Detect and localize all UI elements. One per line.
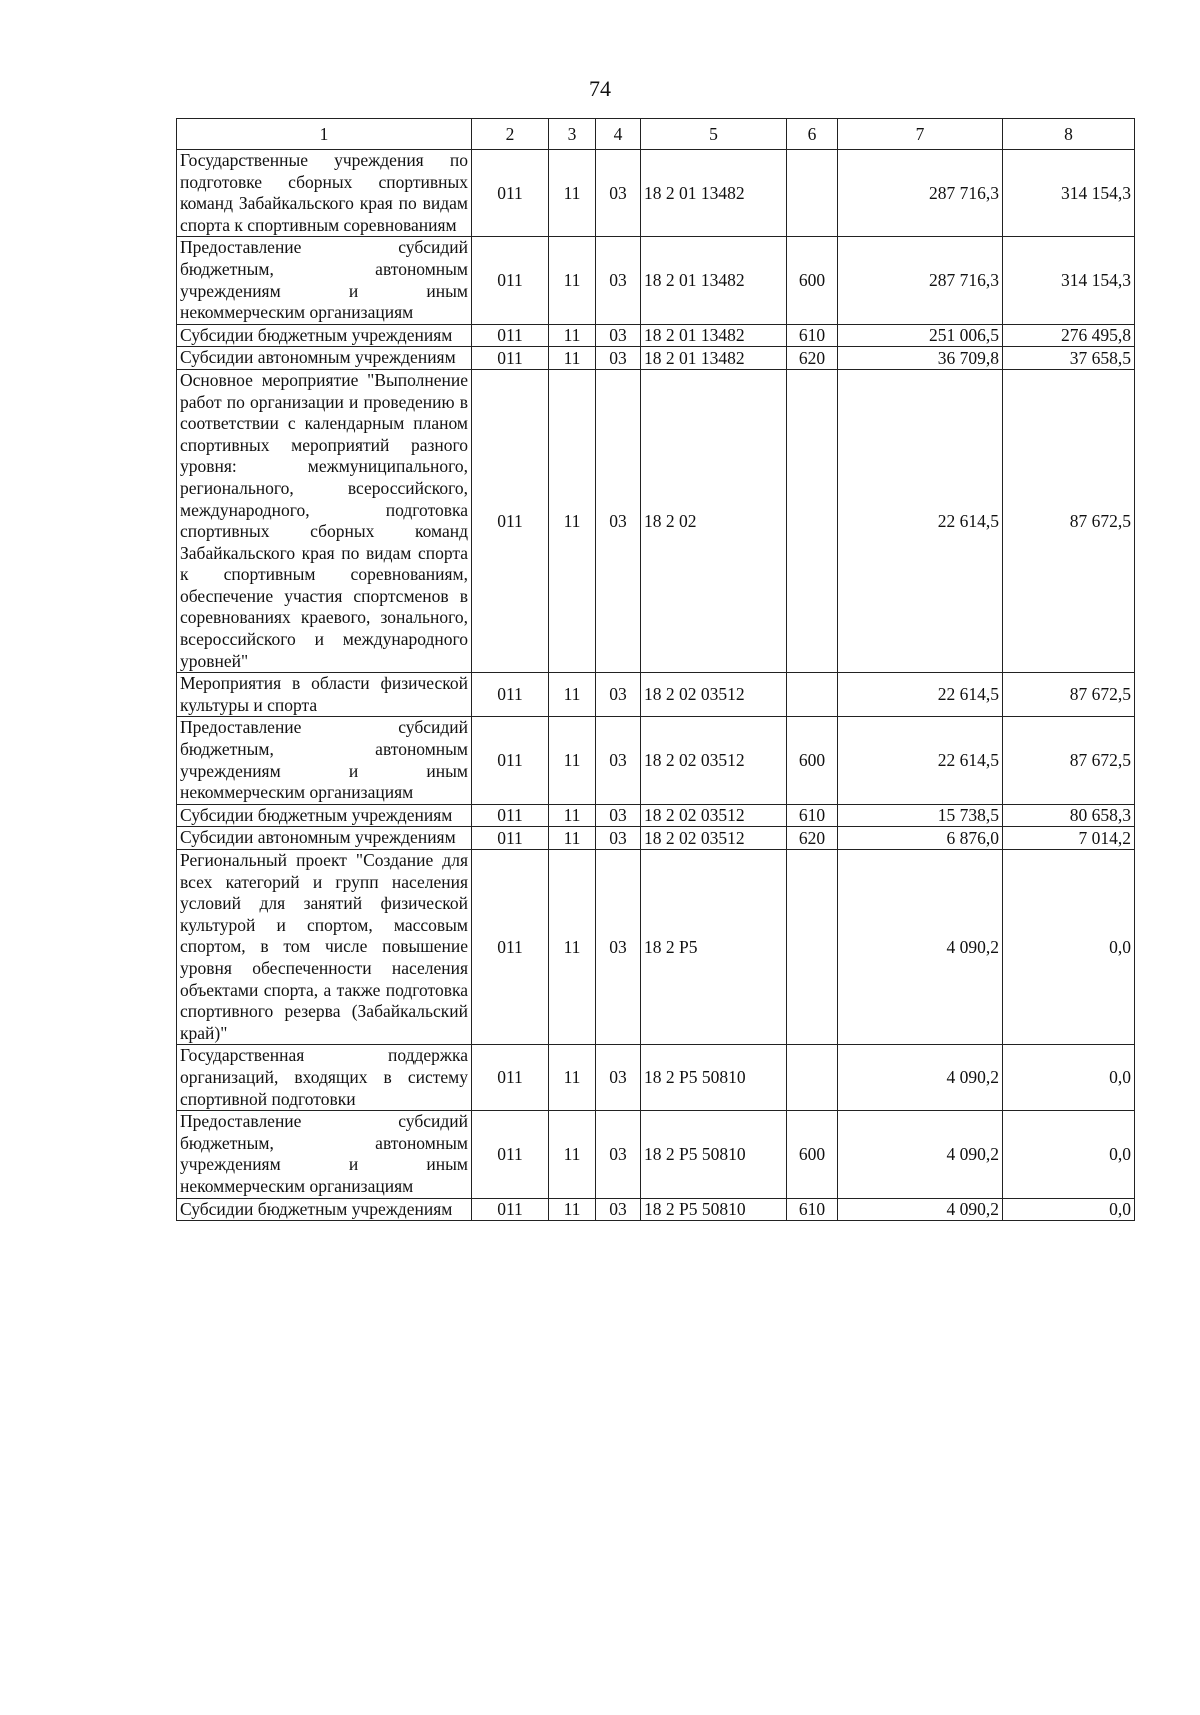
value-8-cell: 276 495,8	[1003, 324, 1135, 347]
value-7-cell: 251 006,5	[838, 324, 1003, 347]
code-4-cell: 03	[596, 673, 641, 717]
code-2-cell: 011	[472, 1045, 549, 1111]
table-row	[177, 1111, 1135, 1198]
code-2-cell: 011	[472, 347, 549, 370]
value-7-cell: 4 090,2	[838, 1111, 1003, 1198]
description-cell: Субсидии бюджетным учреждениям	[177, 1198, 472, 1221]
code-2-cell: 011	[472, 324, 549, 347]
code-6-cell	[787, 673, 838, 717]
code-5-cell: 18 2 01 13482	[641, 347, 787, 370]
column-header: 8	[1003, 119, 1135, 150]
value-7-cell: 6 876,0	[838, 827, 1003, 850]
value-8-cell: 0,0	[1003, 1045, 1135, 1111]
code-3-cell: 11	[549, 347, 596, 370]
value-7-cell: 36 709,8	[838, 347, 1003, 370]
value-7-cell: 287 716,3	[838, 237, 1003, 324]
column-header: 7	[838, 119, 1003, 150]
description-cell: Государственная поддержка организаций, входящих в систему спортивной подготовки	[177, 1045, 472, 1111]
code-6-cell: 620	[787, 347, 838, 370]
description-cell: Субсидии автономным учреждениям	[177, 347, 472, 370]
value-8-cell: 7 014,2	[1003, 827, 1135, 850]
code-4-cell: 03	[596, 850, 641, 1045]
code-4-cell: 03	[596, 150, 641, 237]
code-5-cell: 18 2 01 13482	[641, 324, 787, 347]
description-cell: Региональный проект "Создание для всех категорий и групп населения условий для занятий физической культурой и спортом, массовым спортом, в том числе повышение уровня обеспеченности населения объектами спорта, а также подготовка спортивного резерва (Забайкальский край)"	[177, 850, 472, 1045]
code-4-cell: 03	[596, 237, 641, 324]
code-6-cell: 610	[787, 1198, 838, 1221]
code-2-cell: 011	[472, 1111, 549, 1198]
value-8-cell: 87 672,5	[1003, 717, 1135, 804]
table-body	[177, 150, 1135, 1221]
code-4-cell: 03	[596, 369, 641, 672]
code-5-cell: 18 2 02 03512	[641, 804, 787, 827]
code-2-cell: 011	[472, 717, 549, 804]
code-4-cell: 03	[596, 1045, 641, 1111]
value-8-cell: 80 658,3	[1003, 804, 1135, 827]
column-header: 5	[641, 119, 787, 150]
code-2-cell: 011	[472, 850, 549, 1045]
code-4-cell: 03	[596, 1198, 641, 1221]
code-5-cell: 18 2 01 13482	[641, 150, 787, 237]
code-6-cell	[787, 1045, 838, 1111]
value-7-cell: 22 614,5	[838, 369, 1003, 672]
description-cell: Предоставление субсидий бюджетным, автономным учреждениям и иным некоммерческим организациям	[177, 1111, 472, 1198]
column-header: 3	[549, 119, 596, 150]
code-3-cell: 11	[549, 1111, 596, 1198]
column-header: 2	[472, 119, 549, 150]
code-3-cell: 11	[549, 237, 596, 324]
value-8-cell: 314 154,3	[1003, 150, 1135, 237]
code-3-cell: 11	[549, 804, 596, 827]
code-3-cell: 11	[549, 717, 596, 804]
value-8-cell: 87 672,5	[1003, 369, 1135, 672]
code-5-cell: 18 2 P5 50810	[641, 1198, 787, 1221]
table-row	[177, 150, 1135, 237]
code-6-cell: 600	[787, 1111, 838, 1198]
value-7-cell: 4 090,2	[838, 1045, 1003, 1111]
code-2-cell: 011	[472, 369, 549, 672]
description-cell: Основное мероприятие "Выполнение работ по организации и проведению в соответствии с календарным планом спортивных мероприятий разного уровня: межмуниципального, регионального, всероссийского, международного, подготовка спортивных сборных команд Забайкальского края по видам спорта к спортивным соревнованиям, обеспечение участия спортсменов в соревнованиях краевого, зонального, всероссийского и международного уровней"	[177, 369, 472, 672]
code-4-cell: 03	[596, 1111, 641, 1198]
code-6-cell	[787, 369, 838, 672]
code-6-cell: 620	[787, 827, 838, 850]
code-2-cell: 011	[472, 673, 549, 717]
value-8-cell: 0,0	[1003, 1111, 1135, 1198]
code-2-cell: 011	[472, 150, 549, 237]
code-6-cell: 600	[787, 237, 838, 324]
table-row	[177, 717, 1135, 804]
description-cell: Предоставление субсидий бюджетным, автономным учреждениям и иным некоммерческим организациям	[177, 717, 472, 804]
description-cell: Мероприятия в области физической культуры и спорта	[177, 673, 472, 717]
table-row	[177, 850, 1135, 1045]
table-row	[177, 347, 1135, 370]
table-row	[177, 237, 1135, 324]
value-7-cell: 287 716,3	[838, 150, 1003, 237]
value-7-cell: 15 738,5	[838, 804, 1003, 827]
code-6-cell: 610	[787, 324, 838, 347]
code-6-cell: 610	[787, 804, 838, 827]
code-3-cell: 11	[549, 827, 596, 850]
code-5-cell: 18 2 02	[641, 369, 787, 672]
code-5-cell: 18 2 02 03512	[641, 827, 787, 850]
code-2-cell: 011	[472, 827, 549, 850]
code-3-cell: 11	[549, 850, 596, 1045]
value-7-cell: 4 090,2	[838, 1198, 1003, 1221]
budget-table	[176, 118, 1135, 1221]
description-cell: Предоставление субсидий бюджетным, автономным учреждениям и иным некоммерческим организациям	[177, 237, 472, 324]
table-row	[177, 369, 1135, 672]
value-7-cell: 4 090,2	[838, 850, 1003, 1045]
column-header: 6	[787, 119, 838, 150]
value-8-cell: 0,0	[1003, 1198, 1135, 1221]
table-row	[177, 1198, 1135, 1221]
code-4-cell: 03	[596, 804, 641, 827]
code-6-cell	[787, 150, 838, 237]
page-number: 74	[589, 76, 611, 101]
description-cell: Субсидии бюджетным учреждениям	[177, 324, 472, 347]
code-5-cell: 18 2 P5 50810	[641, 1045, 787, 1111]
description-cell: Субсидии бюджетным учреждениям	[177, 804, 472, 827]
table-row	[177, 673, 1135, 717]
code-4-cell: 03	[596, 324, 641, 347]
value-8-cell: 314 154,3	[1003, 237, 1135, 324]
table-row	[177, 827, 1135, 850]
code-2-cell: 011	[472, 804, 549, 827]
value-8-cell: 37 658,5	[1003, 347, 1135, 370]
code-6-cell	[787, 850, 838, 1045]
value-7-cell: 22 614,5	[838, 717, 1003, 804]
column-header: 1	[177, 119, 472, 150]
code-6-cell: 600	[787, 717, 838, 804]
code-3-cell: 11	[549, 1198, 596, 1221]
code-2-cell: 011	[472, 1198, 549, 1221]
code-5-cell: 18 2 02 03512	[641, 673, 787, 717]
code-3-cell: 11	[549, 369, 596, 672]
code-3-cell: 11	[549, 673, 596, 717]
table-row	[177, 324, 1135, 347]
description-cell: Государственные учреждения по подготовке сборных спортивных команд Забайкальского края по видам спорта к спортивным соревнованиям	[177, 150, 472, 237]
code-3-cell: 11	[549, 150, 596, 237]
value-7-cell: 22 614,5	[838, 673, 1003, 717]
code-4-cell: 03	[596, 717, 641, 804]
column-header: 4	[596, 119, 641, 150]
code-4-cell: 03	[596, 347, 641, 370]
table-row	[177, 1045, 1135, 1111]
table-row	[177, 804, 1135, 827]
value-8-cell: 0,0	[1003, 850, 1135, 1045]
code-3-cell: 11	[549, 324, 596, 347]
code-5-cell: 18 2 02 03512	[641, 717, 787, 804]
value-8-cell: 87 672,5	[1003, 673, 1135, 717]
description-cell: Субсидии автономным учреждениям	[177, 827, 472, 850]
code-2-cell: 011	[472, 237, 549, 324]
code-4-cell: 03	[596, 827, 641, 850]
code-3-cell: 11	[549, 1045, 596, 1111]
code-5-cell: 18 2 P5 50810	[641, 1111, 787, 1198]
code-5-cell: 18 2 01 13482	[641, 237, 787, 324]
code-5-cell: 18 2 P5	[641, 850, 787, 1045]
header-row	[177, 119, 1135, 150]
